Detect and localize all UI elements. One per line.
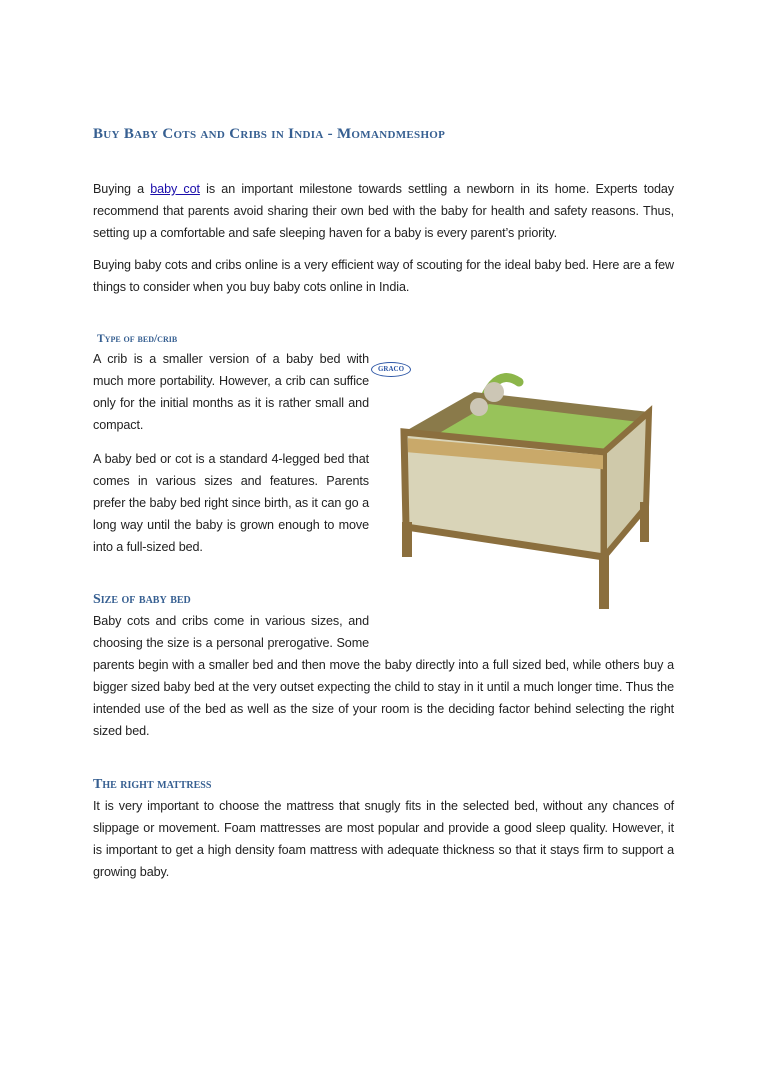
graco-logo: GRACO: [371, 362, 411, 377]
intro-text-rest: is an important milestone towards settling a newborn in its home. Experts today recommend that parents avoid sharing their own bed with the baby for health and safety reasons. Thus, setting up a comfortable and safe sleeping haven for a baby is every parent’s priority.: [93, 182, 675, 240]
section-heading-type: Type of bed/crib: [97, 333, 178, 345]
document-page: [93, 126, 674, 883]
intro-paragraph-2: Buying baby cots and cribs online is a very efficient way of scouting for the ideal baby bed. Here are a few things to consider when you buy baby cots online in India.: [93, 258, 674, 294]
section-mattress-paragraph: It is very important to choose the mattress that snugly fits in the selected bed, without any chances of slippage or movement. Foam mattresses are most popular and provide a good sleep quality. However, it is important to get a high density foam mattress with adequate thickness so that it stays firm to support a growing baby.: [93, 799, 674, 879]
crib-illustration: [394, 322, 654, 622]
page-title: Buy Baby Cots and Cribs in India - Momandmeshop: [93, 126, 446, 142]
section-heading-size: Size of baby bed: [93, 592, 191, 607]
baby-cot-link[interactable]: baby cot: [150, 182, 200, 196]
section-size-paragraph: Baby cots and cribs come in various sizes, and choosing the size is a personal prerogative. Some parents begin with a smaller bed and then move the baby directly into a full sized bed, while others buy a bigger sized baby bed at the very outset expecting the child to stay in it until a much longer time. Thus the intended use of the bed as well as the size of your room is the deciding factor behind selecting the right sized bed.: [93, 614, 674, 738]
section-type-paragraph-2: A baby bed or cot is a standard 4-legged bed that comes in various sizes and features. Parents prefer the baby bed right since birth, as it can go a long way until the baby is grown enough to move into a full-sized bed.: [93, 452, 369, 554]
section-heading-mattress: The right mattress: [93, 777, 212, 792]
section-type-paragraph-1: A crib is a smaller version of a baby bed with much more portability. However, a crib can suffice only for the initial months as it is rather small and compact.: [93, 352, 369, 432]
intro-text: Buying a: [93, 182, 151, 196]
crib-image: [369, 304, 674, 634]
intro-paragraph: [93, 178, 674, 244]
